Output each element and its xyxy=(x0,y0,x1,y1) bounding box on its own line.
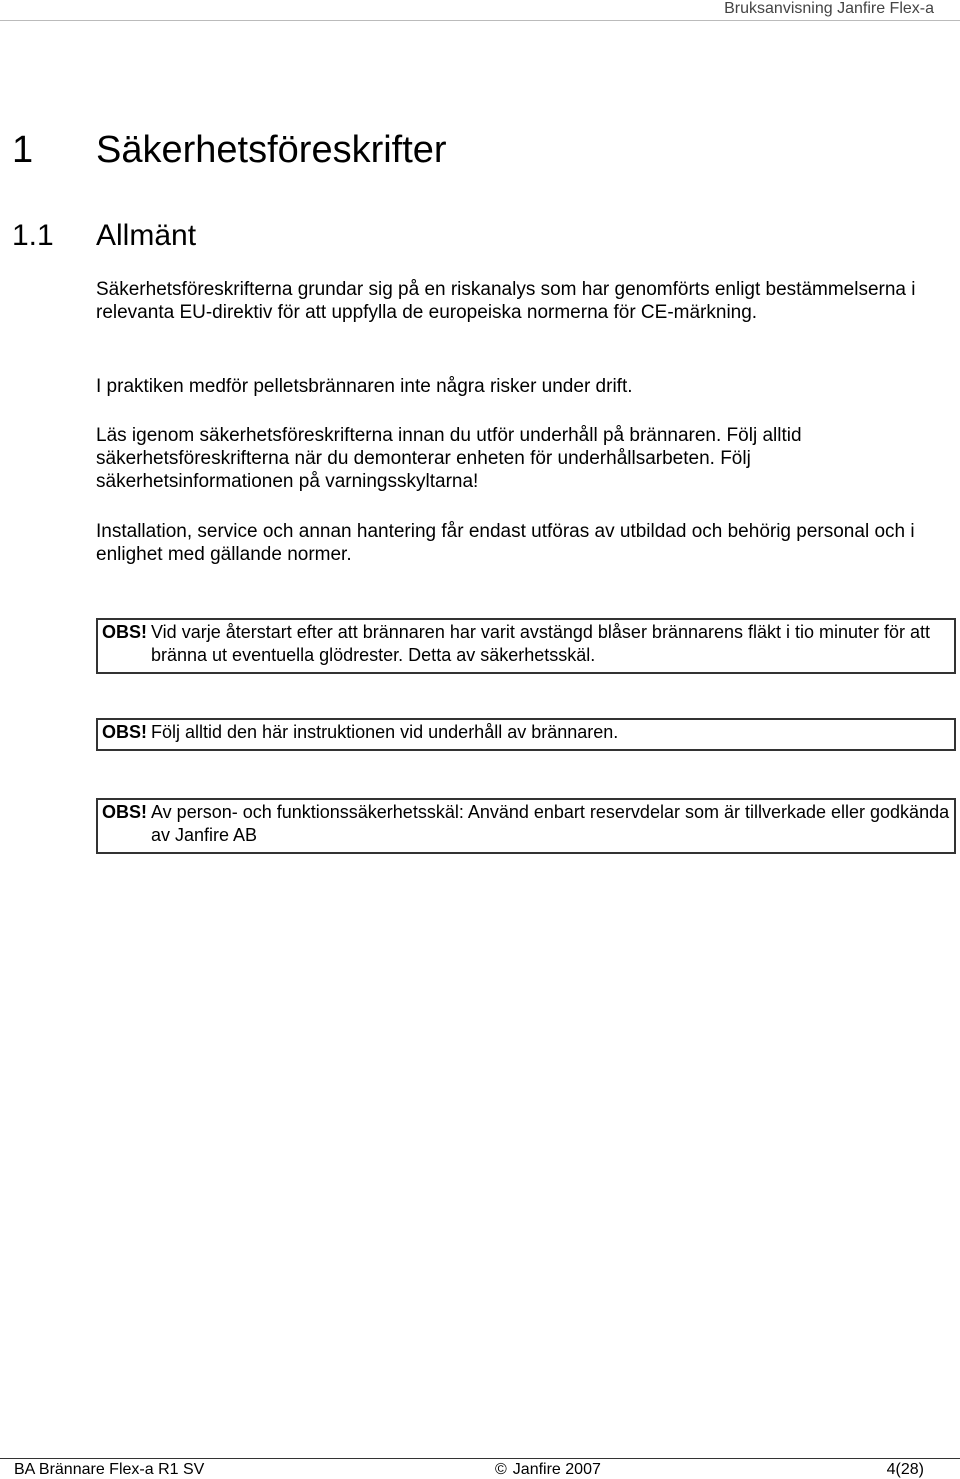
notice-box-fan-restart xyxy=(96,618,956,674)
footer-rule xyxy=(0,1458,960,1459)
notice-box-spare-parts xyxy=(96,798,956,854)
paragraph-read-instructions: Läs igenom säkerhetsföreskrifterna innan du utför underhåll på brännaren. Följ alltid säkerhetsföreskrifterna när du demonterar enheten för underhållsarbeten. Följ säkerhetsinformationen på varningsskyltarna! xyxy=(96,425,802,492)
notice-label: OBS! xyxy=(102,802,147,822)
header-rule xyxy=(0,20,960,21)
section-title: Säkerhetsföreskrifter xyxy=(96,129,447,171)
notice-text: Vid varje återstart efter att brännaren har varit avstängd blåser brännarens fläkt i tio minuter för att bränna ut eventuella glödrester. Detta av säkerhetsskäl. xyxy=(151,622,931,665)
footer-copyright-text: Janfire 2007 xyxy=(512,1461,601,1478)
section-heading xyxy=(12,128,447,172)
paragraph-risk-analysis: Säkerhetsföreskrifterna grundar sig på en riskanalys som har genomförts enligt bestämmelserna i relevanta EU-direktiv för att uppfylla de europeiska normerna för CE-märkning. xyxy=(96,279,916,323)
footer-copyright xyxy=(495,1461,601,1479)
subsection-heading xyxy=(12,218,196,254)
notice-label: OBS! xyxy=(102,622,147,642)
notice-text: Följ alltid den här instruktionen vid underhåll av brännaren. xyxy=(151,722,619,742)
notice-box-maintenance xyxy=(96,718,956,751)
notice-text: Av person- och funktionssäkerhetsskäl: Använd enbart reservdelar som är tillverkade eller godkända av Janfire AB xyxy=(151,802,950,845)
running-header-title: Bruksanvisning Janfire Flex-a xyxy=(724,0,934,17)
footer-document-id: BA Brännare Flex-a R1 SV xyxy=(14,1461,205,1478)
paragraph-qualified-personnel: Installation, service och annan hantering får endast utföras av utbildad och behörig personal och i enlighet med gällande normer. xyxy=(96,521,915,565)
subsection-number: 1.1 xyxy=(12,219,54,252)
paragraph-no-risks: I praktiken medför pelletsbrännaren inte några risker under drift. xyxy=(96,376,633,397)
footer-page-number: 4(28) xyxy=(886,1461,924,1478)
section-number: 1 xyxy=(12,129,34,171)
subsection-title: Allmänt xyxy=(96,219,197,252)
copyright-icon: © xyxy=(495,1461,507,1478)
notice-label: OBS! xyxy=(102,722,147,742)
